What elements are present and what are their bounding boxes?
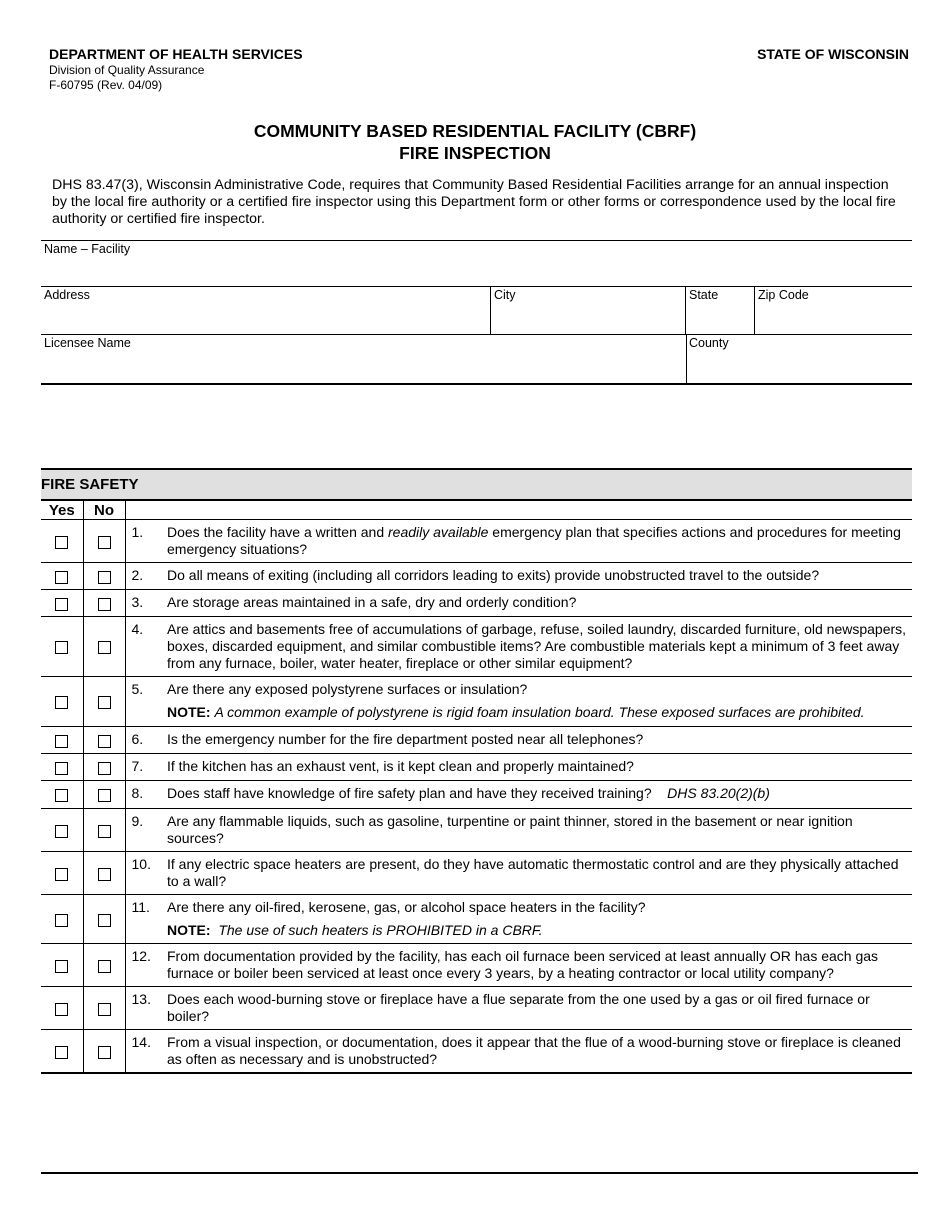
note-label: NOTE: (167, 922, 211, 938)
city-field[interactable] (491, 287, 685, 334)
yes-cell (41, 727, 83, 754)
yes-cell (41, 944, 83, 987)
question-text (167, 677, 912, 727)
question-row (41, 590, 912, 617)
yes-checkbox[interactable] (55, 868, 68, 881)
question-row (41, 852, 912, 895)
no-checkbox[interactable] (98, 735, 111, 748)
yes-checkbox[interactable] (55, 696, 68, 709)
question-row (41, 677, 912, 727)
division-name: Division of Quality Assurance (49, 63, 205, 77)
yes-cell (41, 1030, 83, 1074)
yes-cell (41, 520, 83, 563)
question-text: Does each wood-burning stove or fireplace have a flue separate from the one used by a gas or oil fired furnace or boiler? (167, 987, 912, 1030)
question-number: 11. (125, 895, 167, 944)
no-cell (83, 677, 125, 727)
yes-checkbox[interactable] (55, 960, 68, 973)
address-label: Address (44, 288, 90, 302)
question-text: Are storage areas maintained in a safe, dry and orderly condition? (167, 590, 912, 617)
address-field[interactable] (41, 287, 490, 334)
yes-checkbox[interactable] (55, 762, 68, 775)
question-row (41, 617, 912, 677)
yes-checkbox[interactable] (55, 571, 68, 584)
question-text: If any electric space heaters are present, do they have automatic thermostatic control and are they physically attached to a wall? (167, 852, 912, 895)
question-column-header (125, 500, 912, 520)
county-field[interactable] (687, 335, 912, 384)
question-text: Are attics and basements free of accumulations of garbage, refuse, soiled laundry, discarded furniture, old newspapers, boxes, discarded equipment, and similar combustible items? Are combustible materials kept a minimum of 3 feet away from any furnace, boiler, water heater, fireplace or other similar equipment? (167, 617, 912, 677)
question-text: From a visual inspection, or documentation, does it appear that the flue of a wood-burning stove or fireplace is cleaned as often as necessary and is unobstructed? (167, 1030, 912, 1074)
question-number: 14. (125, 1030, 167, 1074)
facility-name-field[interactable] (41, 241, 912, 286)
note-text: A common example of polystyrene is rigid foam insulation board. These exposed surfaces are prohibited. (214, 704, 865, 720)
no-checkbox[interactable] (98, 536, 111, 549)
no-checkbox[interactable] (98, 762, 111, 775)
note (167, 704, 909, 721)
yes-checkbox[interactable] (55, 598, 68, 611)
question-number: 8. (125, 781, 167, 809)
no-cell (83, 944, 125, 987)
no-cell (83, 754, 125, 781)
yes-checkbox[interactable] (55, 735, 68, 748)
note (167, 922, 909, 939)
regulation-reference: DHS 83.20(2)(b) (667, 785, 770, 801)
no-checkbox[interactable] (98, 1046, 111, 1059)
no-checkbox[interactable] (98, 825, 111, 838)
footer-rule (41, 1172, 918, 1174)
question-text-part: emergency plan that specifies actions and procedures for meeting emergency situations? (167, 524, 901, 557)
question-row (41, 1030, 912, 1074)
question-number: 5. (125, 677, 167, 727)
question-row (41, 520, 912, 563)
header-left (49, 46, 303, 93)
question-number: 12. (125, 944, 167, 987)
yes-checkbox[interactable] (55, 1003, 68, 1016)
no-cell (83, 1030, 125, 1074)
no-cell (83, 987, 125, 1030)
yes-checkbox[interactable] (55, 825, 68, 838)
county-label: County (689, 336, 729, 350)
zip-label: Zip Code (758, 288, 809, 302)
question-row (41, 987, 912, 1030)
question-row (41, 727, 912, 754)
question-text: From documentation provided by the facility, has each oil furnace been serviced at least annually OR has each gas furnace or boiler been serviced at least once every 3 years, by a heating contractor or local utility company? (167, 944, 912, 987)
no-checkbox[interactable] (98, 1003, 111, 1016)
question-row (41, 781, 912, 809)
no-checkbox[interactable] (98, 571, 111, 584)
form-title: COMMUNITY BASED RESIDENTIAL FACILITY (CBRF) (253, 121, 697, 141)
question-number: 10. (125, 852, 167, 895)
question-text: Are any flammable liquids, such as gasoline, turpentine or paint thinner, stored in the basement or near ignition sources? (167, 809, 912, 852)
question-text (167, 520, 912, 563)
question-row (41, 809, 912, 852)
question-row (41, 944, 912, 987)
state-name: STATE OF WISCONSIN (757, 46, 909, 62)
yes-checkbox[interactable] (55, 789, 68, 802)
question-text-part: Are there any oil-fired, kerosene, gas, or alcohol space heaters in the facility? (167, 899, 646, 915)
question-text (167, 781, 912, 809)
zip-field[interactable] (755, 287, 912, 334)
question-number: 6. (125, 727, 167, 754)
facility-name-label: Name – Facility (44, 242, 131, 256)
no-checkbox[interactable] (98, 789, 111, 802)
no-cell (83, 590, 125, 617)
yes-cell (41, 895, 83, 944)
section-title: FIRE SAFETY (41, 469, 912, 500)
state-field[interactable] (686, 287, 754, 334)
question-text-part: Are there any exposed polystyrene surfaces or insulation? (167, 681, 528, 697)
no-cell (83, 520, 125, 563)
state-label: State (689, 288, 719, 302)
question-text: Do all means of exiting (including all corridors leading to exits) provide unobstructed travel to the outside? (167, 563, 912, 590)
question-number: 1. (125, 520, 167, 563)
no-cell (83, 809, 125, 852)
divider (41, 383, 912, 385)
question-number: 2. (125, 563, 167, 590)
no-checkbox[interactable] (98, 598, 111, 611)
question-text: If the kitchen has an exhaust vent, is it kept clean and properly maintained? (167, 754, 912, 781)
no-cell (83, 852, 125, 895)
question-number: 3. (125, 590, 167, 617)
question-number: 4. (125, 617, 167, 677)
intro-paragraph: DHS 83.47(3), Wisconsin Administrative Code, requires that Community Based Residential Facilities arrange for an annual inspection by the local fire authority or a certified fire inspector using this Department form or other forms or correspondence used by the local fire authority or certified fire inspector. (52, 177, 896, 227)
yes-cell (41, 677, 83, 727)
question-number: 9. (125, 809, 167, 852)
question-text-italic: readily available (388, 524, 489, 540)
question-text: Is the emergency number for the fire department posted near all telephones? (167, 727, 912, 754)
no-cell (83, 781, 125, 809)
yes-column-header: Yes (41, 500, 83, 520)
question-text (167, 895, 912, 944)
yes-checkbox[interactable] (55, 914, 68, 927)
question-row (41, 563, 912, 590)
question-row (41, 754, 912, 781)
city-label: City (494, 288, 516, 302)
department-name: DEPARTMENT OF HEALTH SERVICES (49, 46, 303, 62)
no-cell (83, 563, 125, 590)
yes-checkbox[interactable] (55, 641, 68, 654)
no-checkbox[interactable] (98, 696, 111, 709)
question-text-part: Does the facility have a written and (167, 524, 389, 540)
question-number: 13. (125, 987, 167, 1030)
no-cell (83, 895, 125, 944)
licensee-name-field[interactable] (41, 335, 686, 384)
note-label: NOTE: (167, 704, 211, 720)
yes-cell (41, 987, 83, 1030)
yes-cell (41, 809, 83, 852)
licensee-label: Licensee Name (44, 336, 131, 350)
form-number: F-60795 (Rev. 04/09) (49, 78, 163, 92)
note-text: The use of such heaters is PROHIBITED in a CBRF. (218, 922, 543, 938)
yes-cell (41, 617, 83, 677)
yes-checkbox[interactable] (55, 1046, 68, 1059)
yes-cell (41, 852, 83, 895)
yes-cell (41, 754, 83, 781)
no-cell (83, 727, 125, 754)
no-checkbox[interactable] (98, 868, 111, 881)
question-text-part: Does staff have knowledge of fire safety plan and have they received training? (167, 785, 652, 801)
no-checkbox[interactable] (98, 914, 111, 927)
no-checkbox[interactable] (98, 960, 111, 973)
no-checkbox[interactable] (98, 641, 111, 654)
yes-checkbox[interactable] (55, 536, 68, 549)
fire-safety-table (41, 468, 912, 1074)
no-column-header: No (83, 500, 125, 520)
no-cell (83, 617, 125, 677)
question-row (41, 895, 912, 944)
yes-cell (41, 590, 83, 617)
form-subtitle: FIRE INSPECTION (399, 143, 551, 163)
yes-cell (41, 781, 83, 809)
yes-cell (41, 563, 83, 590)
question-number: 7. (125, 754, 167, 781)
